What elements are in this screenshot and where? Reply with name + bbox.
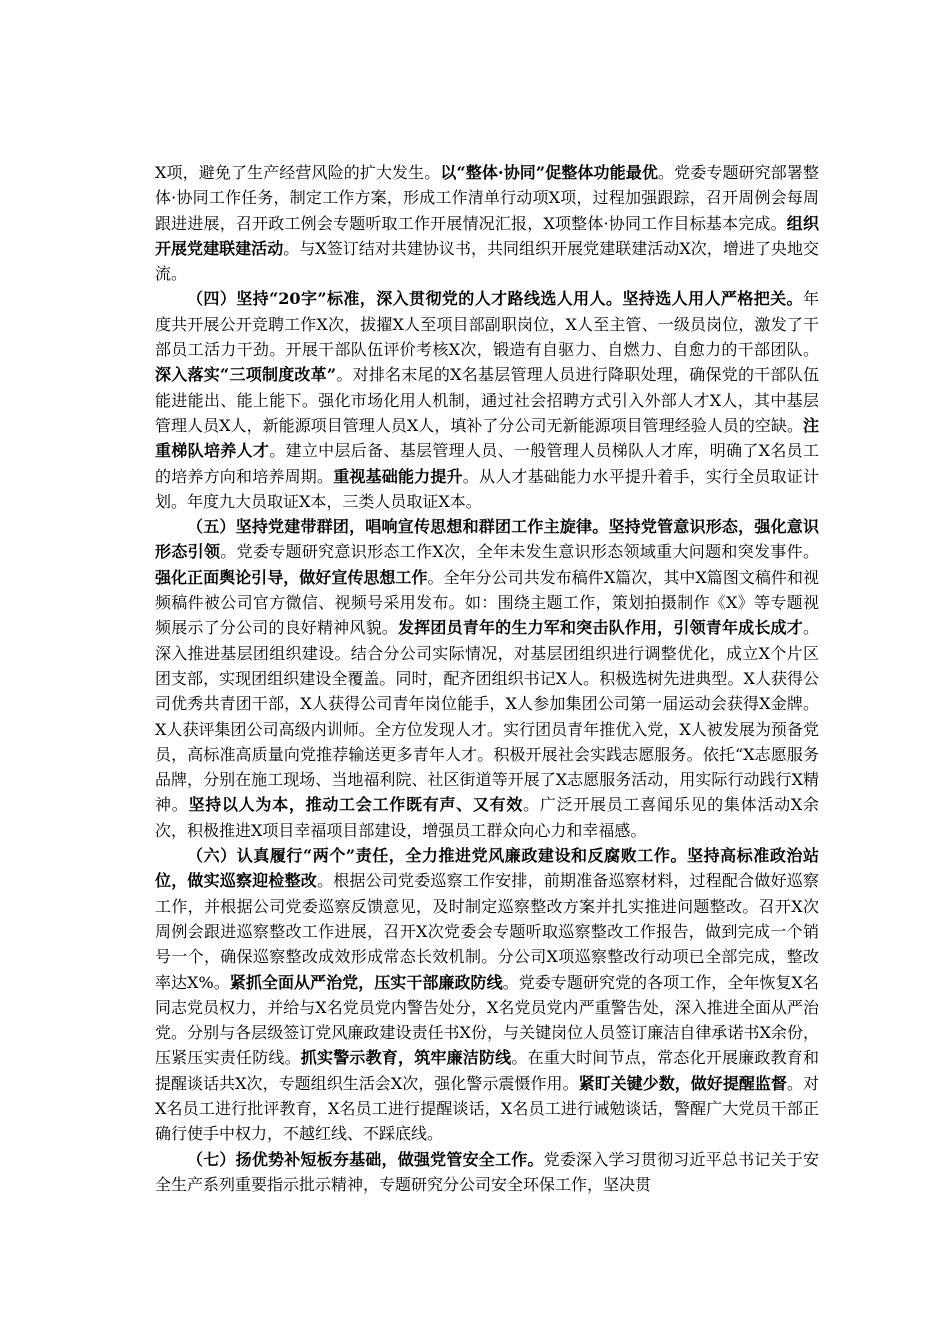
text-run: 。党委专题研究意识形态工作X次，全年未发生意识形态领域重大问题和突发事件。 [220, 542, 819, 562]
text-run: 。全年分公司共发布稿件X篇次，其中X篇图文稿件和视频稿件被公司官方微信、视频号采用发布。如：围绕主题工作，策划拍摄制作《X》等专题视频展示了分公司的良好精神风貌。 [155, 567, 819, 638]
paragraph [155, 286, 819, 514]
text-run: 。对X名员工进行批评教育，X名员工进行提醒谈话，X名员工进行诫勉谈话，警醒广大党员干部正确行使手中权力，不越红线、不踩底线。 [155, 1073, 819, 1144]
bold-heading-run: 坚持以人为本，推动工会工作既有声、又有效 [188, 795, 524, 815]
text-run: 。对排名末尾的X名基层管理人员进行降职处理，确保党的干部队伍能进能出、能上能下。强化市场化用人机制，通过社会招聘方式引入外部人才X人，其中基层管理人员X人，新能源项目管理人员X人，填补了分公司无新能源项目管理经验人员的空缺。 [155, 365, 819, 435]
document-body [155, 160, 819, 1197]
text-run: 。在重大时间节点，常态化开展廉政教育和提醒谈话共X次，专题组织生活会X次，强化警示震慑作用。 [155, 1048, 819, 1093]
paragraph [155, 514, 819, 843]
text-run: 。从人才基础能力水平提升着手，实行全员取证计划。年度九大员取证X本，三类人员取证X本。 [155, 466, 819, 511]
text-run: 年度共开展公开竞聘工作X次，拔擢X人至项目部副职岗位，X人至主管、一级员岗位，激发了干部员工活力干劲。开展干部队伍评价考核X次，锻造有自驱力、自燃力、自愈力的干部团队。 [155, 289, 819, 360]
bold-heading-run: 紧抓全面从严治党，压实干部廉政防线 [229, 972, 503, 992]
bold-heading-run: 发挥团员青年的生力军和突击队作用，引领青年成长成才 [397, 618, 803, 638]
bold-heading-run: （五）坚持党建带群团，唱响宣传思想和群团工作主旋律。坚持党管意识形态，强化意识形态引领 [155, 517, 819, 562]
bold-heading-run: 注重梯队培养人才 [155, 415, 819, 461]
bold-heading-run: 紧盯关键少数，做好提醒监督 [578, 1073, 787, 1093]
paragraph [155, 160, 819, 286]
bold-heading-run: 抓实警示教育，筑牢廉洁防线 [300, 1048, 512, 1068]
text-run: 。建立中层后备、基层管理人员、一般管理人员梯队人才库，明确了X名员工的培养方向和培养周期。 [155, 441, 819, 486]
bold-heading-run: 重视基础能力提升 [333, 466, 463, 486]
text-run: 。党委专题研究党的各项工作，全年恢复X名同志党员权力，并给与X名党员党内警告处分，X名党员党内严重警告处，深入推进全面从严治党。分别与各层级签订党风廉政建设责任书X份，与关键岗位人员签订廉洁自律承诺书X余份，压紧压实责任防线。 [155, 972, 819, 1068]
bold-heading-run: （七）扬优势补短板夯基础，做强党管安全工作。 [187, 1149, 544, 1169]
text-run: 。广泛开展员工喜闻乐见的集体活动X余次，积极推进X项目幸福项目部建设，增强员工群众向心力和幸福感。 [155, 795, 819, 840]
bold-heading-run: 以“整体·协同”促整体功能最优 [440, 163, 658, 182]
bold-heading-run: 组织开展党建联建活动 [155, 213, 819, 258]
text-run: 。根据公司党委巡察工作安排，前期准备巡察材料，过程配合做好巡察工作，并根据公司党委巡察反馈意见，及时制定巡察整改方案并扎实推进问题整改。召开X次周例会跟进巡察整改工作进展，召开X次党委会专题听取巡察整改工作报告，做到完成一个销号一个，确保巡察整改成效形成常态长效机制。分公司X项巡察整改行动项已全部完成，整改率达X%。 [155, 871, 819, 992]
text-run: 。与X签订结对共建协议书，共同组织开展党建联建活动X次，增进了央地交流。 [155, 238, 819, 284]
bold-heading-run: （四）坚持“20字”标准，深入贯彻党的人才路线选人用人。坚持选人用人严格把关。 [187, 289, 803, 309]
paragraph [155, 843, 819, 1147]
text-run: 党委深入学习贯彻习近平总书记关于安全生产系列重要指示批示精神，专题研究分公司安全环保工作，坚决贯 [155, 1149, 819, 1194]
text-run: 。深入推进基层团组织建设。结合分公司实际情况，对基层团组织进行调整优化，成立X个片区团支部，实现团组织建设全覆盖。同时，配齐团组织书记X人。积极选树先进典型。X人获得公司优秀共青团干部，X人获得公司青年岗位能手，X人参加集团公司第一届运动会获得X金牌。X人获评集团公司高级内训师。全方位发现人才。实行团员青年推优入党，X人被发展为预备党员，高标准高质量向党推荐输送更多青年人才。积极开展社会实践志愿服务。依托“X志愿服务品牌，分别在施工现场、当地福利院、社区街道等开展了X志愿服务活动，用实际行动践行X精神。 [155, 618, 819, 815]
text-run: 。党委专题研究部署整体·协同工作任务，制定工作方案，形成工作清单行动项X项，过程加强跟踪，召开周例会每周跟进进展，召开政工例会专题听取工作开展情况汇报，X项整体·协同工作目标基本完成。 [155, 163, 819, 233]
bold-heading-run: （六）认真履行“两个”责任，全力推进党风廉政建设和反腐败工作。坚持高标准政治站位，做实巡察迎检整改 [155, 846, 819, 891]
text-run: X项，避免了生产经营风险的扩大发生。 [155, 163, 441, 182]
bold-heading-run: 深入落实“三项制度改革” [155, 365, 337, 385]
paragraph [155, 1147, 819, 1198]
bold-heading-run: 强化正面舆论引导，做好宣传思想工作 [155, 567, 428, 587]
